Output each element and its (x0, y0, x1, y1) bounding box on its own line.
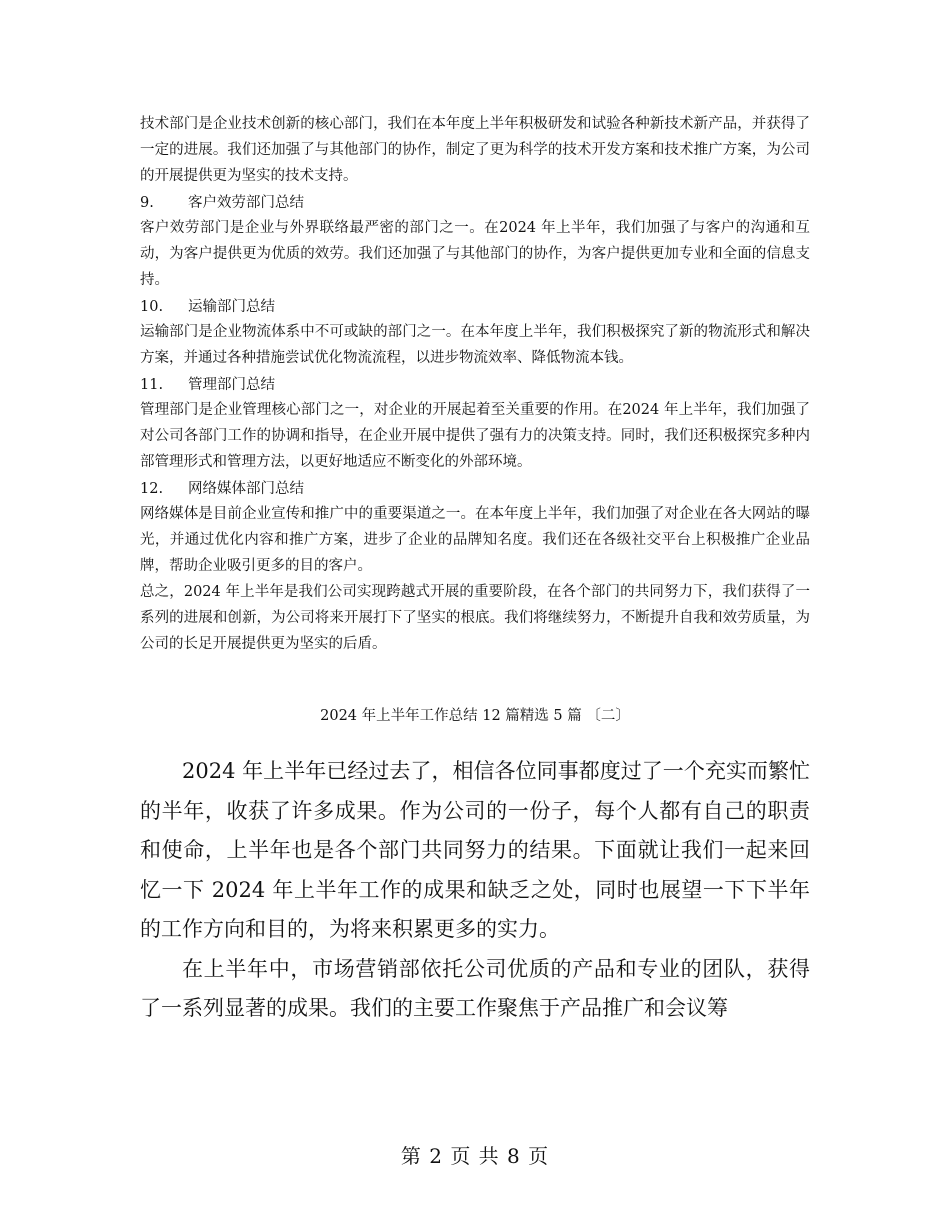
body-paragraph: 2024 年上半年已经过去了，相信各位同事都度过了一个充实而繁忙的半年，收获了许多成果。作为公司的一份子，每个人都有自己的职责和使命，上半年也是各个部门共同努力的结果。下面就让我们一起来回忆一下 2024 年上半年工作的成果和缺乏之处，同时也展望一下下半年的工作方向和目的，为将来积累更多的实力。 (140, 759, 810, 941)
section-number: 9. (140, 195, 154, 211)
section-number: 11. (140, 377, 164, 393)
section-title: 客户效劳部门总结 (188, 195, 304, 211)
section-number: 10. (140, 299, 164, 315)
section-heading-9 (140, 191, 810, 215)
body-paragraph: 在上半年中，市场营销部依托公司优质的产品和专业的团队，获得了一系列显著的成果。我们的主要工作聚焦于产品推广和会议筹 (140, 956, 810, 1020)
upper-text-block (140, 111, 810, 657)
section-paragraph-12: 网络媒体是目前企业宣传和推广中的重要渠道之一。在本年度上半年，我们加强了对企业在各大网站的曝光，并通过优化内容和推广方案，进步了企业的品牌知名度。我们还在各级社交平台上积极推广企业品牌，帮助企业吸引更多的目的客户。 (140, 506, 810, 574)
section-paragraph-10: 运输部门是企业物流体系中不可或缺的部门之一。在本年度上半年，我们积极探究了新的物流形式和解决方案，并通过各种措施尝试优化物流流程，以进步物流效率、降低物流本钱。 (140, 324, 810, 366)
page-footer: 第 2 页 共 8 页 (400, 1144, 550, 1168)
section-heading-10 (140, 295, 810, 319)
section-title: 网络媒体部门总结 (188, 481, 304, 497)
section-paragraph-9: 客户效劳部门是企业与外界联络最严密的部门之一。在2024 年上半年，我们加强了与客户的沟通和互动，为客户提供更为优质的效劳。我们还加强了与其他部门的协作，为客户提供更加专业和全面的信息支持。 (140, 220, 810, 288)
section-title: 管理部门总结 (188, 377, 275, 393)
conclusion-paragraph: 总之，2024 年上半年是我们公司实现跨越式开展的重要阶段，在各个部门的共同努力下，我们获得了一系列的进展和创新，为公司将来开展打下了坚实的根底。我们将继续努力，不断提升自我和效劳质量，为公司的长足开展提供更为坚实的后盾。 (140, 584, 810, 652)
section-title: 运输部门总结 (188, 299, 275, 315)
section-number: 12. (140, 481, 164, 497)
tech-department-paragraph: 技术部门是企业技术创新的核心部门，我们在本年度上半年积极研发和试验各种新技术新产品，并获得了一定的进展。我们还加强了与其他部门的协作，制定了更为科学的技术开发方案和技术推广方案，为公司的开展提供更为坚实的技术支持。 (140, 116, 810, 184)
lower-text-block (140, 752, 810, 1029)
section-paragraph-11: 管理部门是企业管理核心部门之一，对企业的开展起着至关重要的作用。在2024 年上半年，我们加强了对公司各部门工作的协调和指导，在企业开展中提供了强有力的决策支持。同时，我们还积极探究多种内部管理形式和管理方法，以更好地适应不断变化的外部环境。 (140, 402, 810, 470)
section-heading-12 (140, 477, 810, 501)
section-heading-11 (140, 373, 810, 397)
document-subtitle: 2024 年上半年工作总结 12 篇精选 5 篇 〔二〕 (320, 708, 630, 724)
